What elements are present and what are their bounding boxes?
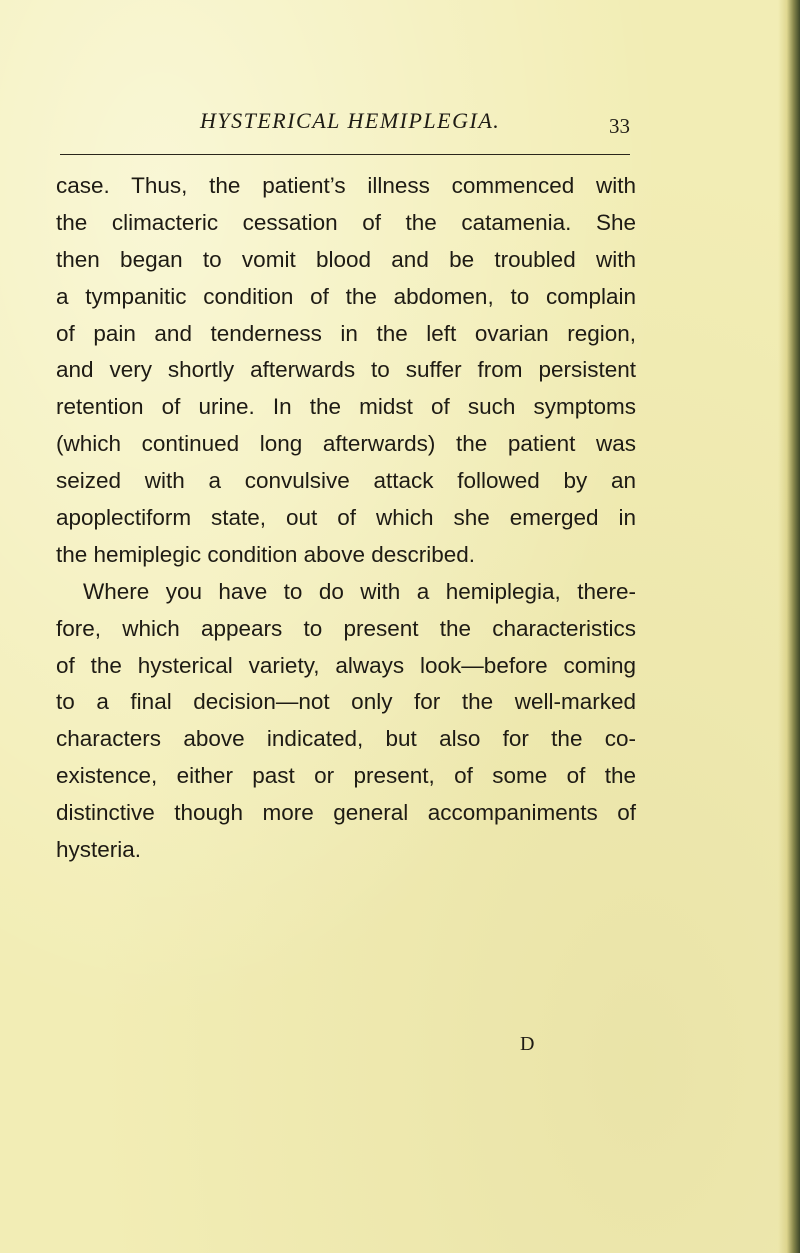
text-line: and very shortly afterwards to suffer from persistent bbox=[56, 357, 636, 383]
text-line: the hemiplegic condition above described. bbox=[56, 541, 476, 567]
body-text bbox=[56, 168, 636, 869]
page-edge-shadow bbox=[778, 0, 800, 1253]
text-line: retention of urine. In the midst of such symptoms bbox=[56, 394, 636, 420]
text-line: of the hysterical variety, always look—before coming bbox=[56, 652, 636, 678]
text-line: distinctive though more general accompaniments of bbox=[56, 800, 636, 826]
text-line: existence, either past or present, of some of the bbox=[56, 763, 636, 789]
text-line: the climacteric cessation of the catamenia. She bbox=[56, 209, 636, 235]
text-line: hysteria. bbox=[56, 837, 142, 863]
text-line: of pain and tenderness in the left ovarian region, bbox=[56, 320, 636, 346]
text-line: case. Thus, the patient’s illness commenced with bbox=[56, 173, 636, 198]
text-line: fore, which appears to present the characteristics bbox=[56, 615, 636, 641]
signature-mark: D bbox=[520, 1033, 535, 1055]
text-line: seized with a convulsive attack followed by an bbox=[56, 468, 636, 494]
header-rule bbox=[60, 154, 630, 155]
page-number: 33 bbox=[609, 114, 630, 138]
running-title: HYSTERICAL HEMIPLEGIA. bbox=[200, 108, 501, 133]
text-line: apoplectiform state, out of which she emerged in bbox=[56, 505, 636, 531]
text-line: Where you have to do with a hemiplegia, there- bbox=[83, 578, 636, 604]
text-line: then began to vomit blood and be troubled with bbox=[56, 246, 636, 272]
text-line: a tympanitic condition of the abdomen, to complain bbox=[56, 283, 636, 309]
text-line: to a final decision—not only for the well-marked bbox=[56, 689, 636, 715]
page-header bbox=[60, 108, 630, 148]
text-line: (which continued long afterwards) the patient was bbox=[56, 431, 636, 457]
text-line: characters above indicated, but also for the co- bbox=[56, 726, 636, 752]
